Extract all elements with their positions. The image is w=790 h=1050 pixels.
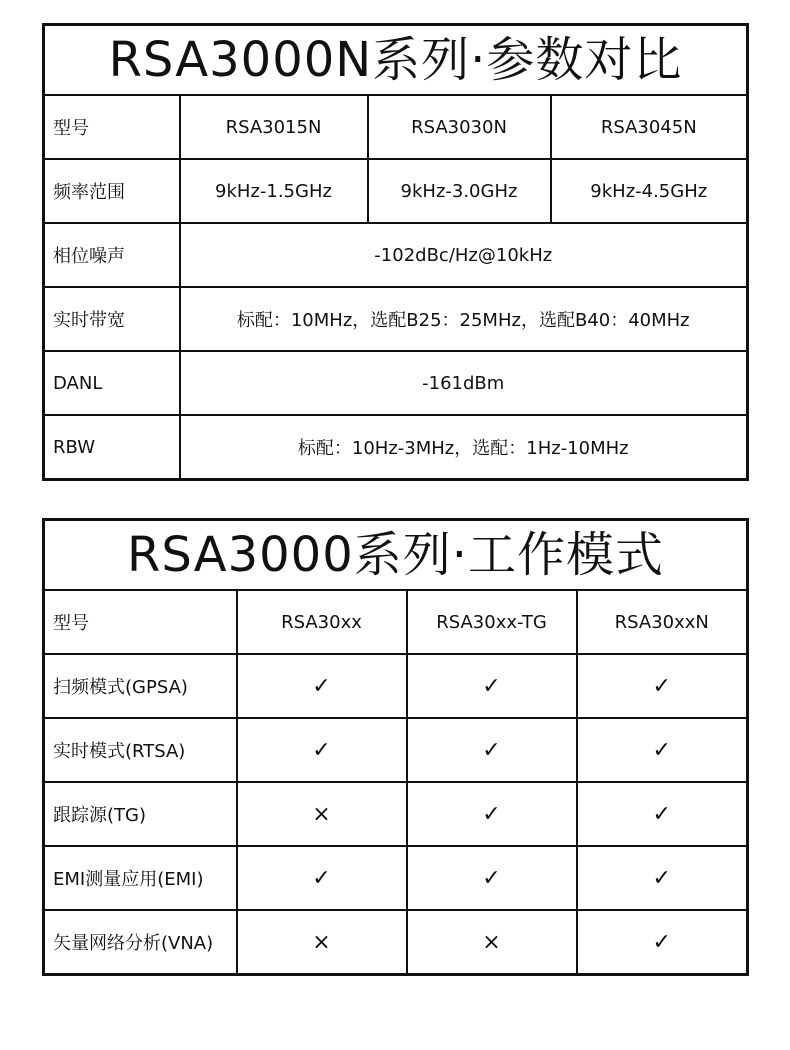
table-row	[44, 351, 748, 415]
table-row	[44, 846, 748, 910]
table-row	[44, 415, 748, 480]
mode-label: EMI测量应用(EMI)	[44, 846, 237, 910]
model-cell: RSA30xx	[237, 590, 407, 654]
support-mark: ×	[237, 782, 407, 846]
support-mark: ✓	[237, 718, 407, 782]
rbw-label: RBW	[44, 415, 180, 480]
support-mark: ✓	[577, 910, 748, 975]
work-modes-table	[42, 518, 749, 976]
support-mark: ✓	[577, 846, 748, 910]
model-label: 型号	[44, 95, 180, 159]
support-mark: ✓	[577, 782, 748, 846]
table-row	[44, 159, 748, 223]
table-row	[44, 590, 748, 654]
table-row	[44, 95, 748, 159]
realtime-bandwidth-label: 实时带宽	[44, 287, 180, 351]
table-row	[44, 782, 748, 846]
phase-noise-label: 相位噪声	[44, 223, 180, 287]
support-mark: ×	[407, 910, 577, 975]
freq-range-cell: 9kHz-3.0GHz	[368, 159, 551, 223]
support-mark: ✓	[407, 718, 577, 782]
freq-range-cell: 9kHz-4.5GHz	[551, 159, 748, 223]
table-row	[44, 718, 748, 782]
params-comparison-table	[42, 23, 749, 481]
model-cell: RSA30xx-TG	[407, 590, 577, 654]
danl-value: -161dBm	[180, 351, 748, 415]
mode-label: 扫频模式(GPSA)	[44, 654, 237, 718]
table-row	[44, 287, 748, 351]
modes-table-title: RSA3000系列·工作模式	[44, 520, 748, 591]
model-cell: RSA30xxN	[577, 590, 748, 654]
danl-label: DANL	[44, 351, 180, 415]
support-mark: ✓	[407, 654, 577, 718]
realtime-bandwidth-value: 标配：10MHz，选配B25：25MHz，选配B40：40MHz	[180, 287, 748, 351]
mode-label: 实时模式(RTSA)	[44, 718, 237, 782]
model-cell: RSA3030N	[368, 95, 551, 159]
freq-range-label: 频率范围	[44, 159, 180, 223]
rbw-value: 标配：10Hz-3MHz，选配：1Hz-10MHz	[180, 415, 748, 480]
support-mark: ✓	[407, 846, 577, 910]
support-mark: ✓	[237, 654, 407, 718]
phase-noise-value: -102dBc/Hz@10kHz	[180, 223, 748, 287]
params-table-title: RSA3000N系列·参数对比	[44, 25, 748, 96]
support-mark: ✓	[577, 654, 748, 718]
freq-range-cell: 9kHz-1.5GHz	[180, 159, 368, 223]
model-cell: RSA3015N	[180, 95, 368, 159]
table-row	[44, 654, 748, 718]
mode-label: 跟踪源(TG)	[44, 782, 237, 846]
table-row	[44, 910, 748, 975]
model-cell: RSA3045N	[551, 95, 748, 159]
mode-label: 矢量网络分析(VNA)	[44, 910, 237, 975]
support-mark: ✓	[407, 782, 577, 846]
support-mark: ×	[237, 910, 407, 975]
table-row	[44, 223, 748, 287]
support-mark: ✓	[577, 718, 748, 782]
model-label: 型号	[44, 590, 237, 654]
support-mark: ✓	[237, 846, 407, 910]
